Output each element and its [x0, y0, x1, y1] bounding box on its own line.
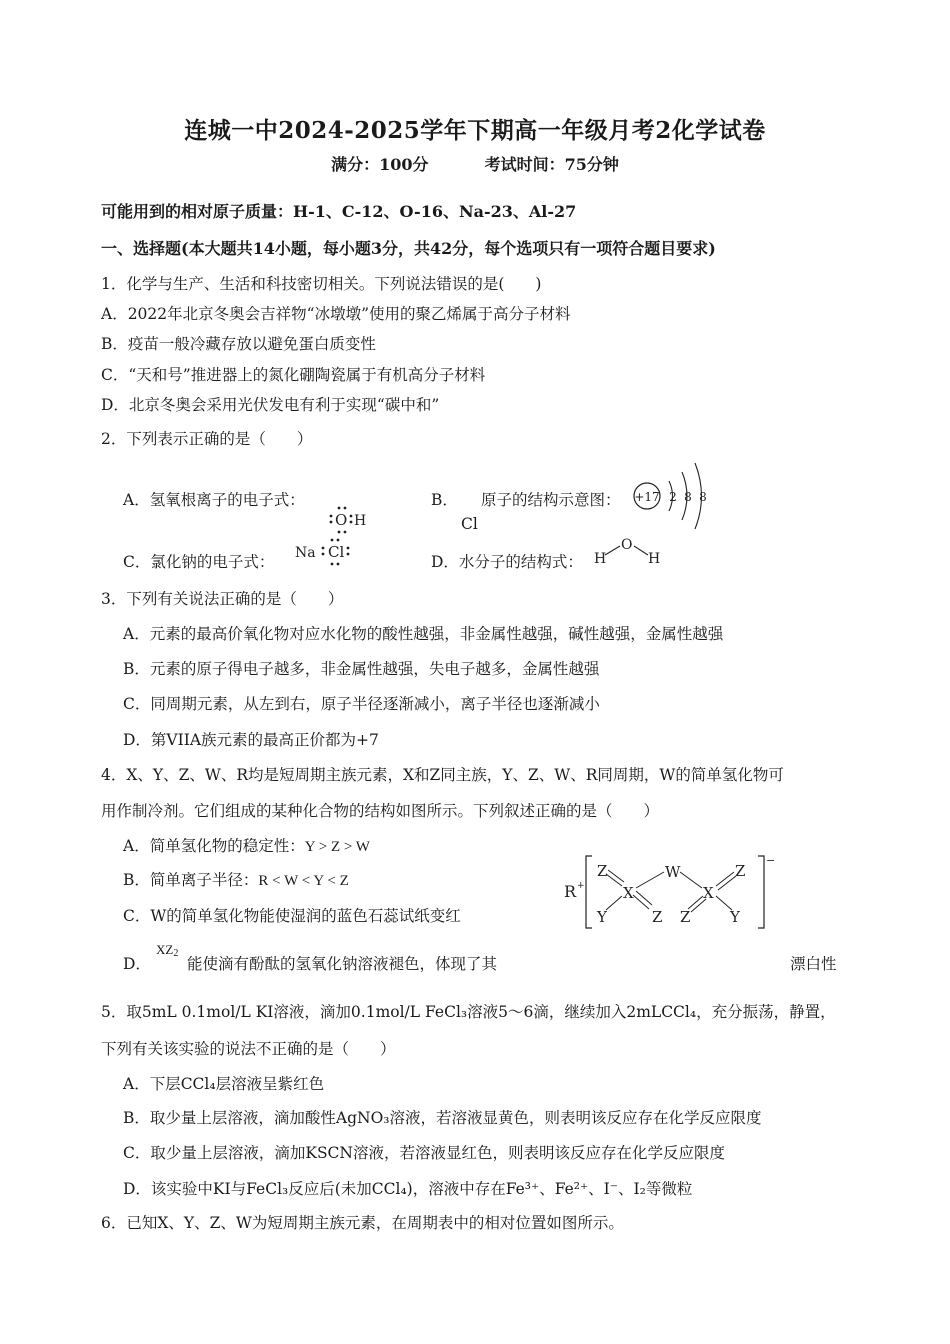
q4-formula-subscript: 2 — [173, 948, 179, 959]
shell-2-electrons: 8 — [684, 490, 692, 504]
q4-option-d-text: 能使滴有酚酞的氢氧化钠溶液褪色，体现了其 — [187, 955, 498, 973]
q4-option-b-label: B．简单离子半径： — [123, 871, 259, 889]
q1-option-c: C．“天和号”推进器上的氮化硼陶瓷属于有机高分子材料 — [101, 366, 486, 384]
q1-stem: 1．化学与生产、生活和科技密切相关。下列说法错误的是( ) — [101, 275, 542, 293]
fig-charge: − — [766, 854, 776, 867]
q6-stem: 6．已知X、Y、Z、W为短周期主族元素，在周期表中的相对位置如图所示。 — [101, 1214, 624, 1232]
oh-oxygen: O — [335, 511, 348, 529]
q2-option-b-element: Cl — [461, 515, 478, 533]
water-bond-1 — [605, 546, 620, 555]
fig-x-right: X — [703, 884, 714, 902]
q4-stem-line1: 4．X、Y、Z、W、R均是短周期主族元素，X和Z同主族，Y、Z、W、R同周期，W的简单氢化物可 — [101, 766, 784, 784]
fig-y-right: Y — [730, 908, 740, 926]
q5-option-c: C．取少量上层溶液，滴加KSCN溶液，若溶液显红色，则表明该反应存在化学反应限度 — [123, 1144, 725, 1162]
fig-z-bottom-right: Z — [680, 908, 691, 926]
full-score: 满分：100分 — [331, 155, 429, 174]
fig-right-bracket — [758, 856, 764, 928]
fig-left-bracket — [586, 856, 592, 928]
q1-option-d: D．北京冬奥会采用光伏发电有利于实现“碳中和” — [101, 396, 440, 414]
q3-option-d: D．第VIIA族元素的最高正价都为+7 — [123, 731, 379, 749]
fig-z-top-right: Z — [735, 862, 746, 880]
water-hydrogen-1: H — [594, 551, 607, 567]
q4-option-a-expression: Y > Z > W — [304, 839, 370, 855]
q5-stem-line2: 下列有关该实验的说法不正确的是（ ） — [101, 1040, 396, 1058]
q4-option-b-expression: R < W < Y < Z — [258, 873, 349, 889]
q2-option-d: D．水分子的结构式： — [431, 553, 583, 571]
q2-option-b: 原子的结构示意图： — [481, 491, 621, 509]
page-title: 连城一中2024-2025学年下期高一年级月考2化学试卷 — [184, 117, 766, 144]
q5-option-d: D．该实验中KI与FeCl₃反应后(未加CCl₄)，溶液中存在Fe³⁺、Fe²⁺、I⁻、I₂等微粒 — [123, 1180, 693, 1198]
q1-option-b: B．疫苗一般冷藏存放以避免蛋白质变性 — [101, 335, 376, 353]
oh-hydrogen: H — [354, 513, 367, 529]
section-heading: 一、选择题(本大题共14小题，每小题3分，共42分，每个选项只有一项符合题目要求) — [101, 239, 716, 258]
shell-1-electrons: 2 — [669, 490, 677, 504]
q3-option-b: B．元素的原子得电子越多，非金属性越强，失电子越多，金属性越强 — [123, 660, 600, 678]
q3-option-c: C．同周期元素，从左到右，原子半径逐渐减小，离子半径也逐渐减小 — [123, 695, 600, 713]
water-oxygen: O — [621, 537, 633, 553]
water-structural-formula — [590, 531, 666, 569]
q4-option-d-prefix: D． — [123, 955, 151, 973]
q2-stem: 2．下列表示正确的是（ ） — [101, 430, 313, 448]
q5-option-a: A．下层CCl₄层溶液呈紫红色 — [123, 1075, 325, 1093]
water-bond-2 — [634, 546, 648, 555]
fig-z-top-left: Z — [597, 862, 608, 880]
fig-w: W — [665, 863, 681, 881]
q2-option-c: C．氯化钠的电子式： — [123, 553, 275, 571]
q2-option-a: A．氢氧根离子的电子式： — [123, 491, 305, 509]
nacl-chlorine: Cl — [328, 543, 345, 561]
q4-option-d-tail: 漂白性 — [790, 955, 837, 973]
q1-option-a: A．2022年北京冬奥会吉祥物“冰墩墩”使用的聚乙烯属于高分子材料 — [101, 305, 571, 323]
fig-z-bottom-left: Z — [652, 908, 663, 926]
q4-formula-xz: XZ — [156, 942, 174, 957]
shell-3-electrons: 8 — [699, 490, 707, 504]
q4-option-b — [123, 869, 349, 892]
q5-stem-line1: 5．取5mL 0.1mol/L KI溶液，滴加0.1mol/L FeCl₃溶液5～6滴，继续加入2mLCCl₄，充分振荡，静置， — [101, 1003, 836, 1021]
q4-option-a — [123, 835, 370, 858]
nucleus-charge: +17 — [634, 490, 660, 504]
compound-structure-diagram — [560, 850, 780, 935]
q4-option-c: C．W的简单氢化物能使湿润的蓝色石蕊试纸变红 — [123, 907, 461, 925]
q4-stem-line2: 用作制冷剂。它们组成的某种化合物的结构如图所示。下列叙述正确的是（ ） — [101, 802, 660, 820]
nacl-sodium: Na — [295, 545, 316, 561]
hydroxide-electron-formula — [326, 503, 378, 535]
fig-r: R — [564, 882, 577, 901]
q4-option-a-label: A．简单氢化物的稳定性： — [123, 837, 305, 855]
q4-option-d-formula — [156, 939, 178, 965]
exam-time: 考试时间：75分钟 — [484, 155, 619, 174]
q3-stem: 3．下列有关说法正确的是（ ） — [101, 590, 344, 608]
fig-x-left: X — [623, 884, 634, 902]
q5-option-b: B．取少量上层溶液，滴加酸性AgNO₃溶液，若溶液显黄色，则表明该反应存在化学反应限度 — [123, 1109, 762, 1127]
chlorine-atom-structure-diagram — [628, 459, 728, 535]
sodium-chloride-electron-formula — [293, 536, 357, 568]
atomic-masses: 可能用到的相对原子质量：H-1、C-12、O-16、Na-23、Al-27 — [101, 202, 577, 221]
fig-r-charge: + — [577, 881, 585, 891]
exam-info — [0, 152, 950, 175]
water-hydrogen-2: H — [648, 551, 661, 567]
fig-y-left: Y — [597, 908, 607, 926]
q3-option-a: A．元素的最高价氧化物对应水化物的酸性越强，非金属性越强，碱性越强，金属性越强 — [123, 625, 724, 643]
q2-option-b-prefix: B． — [431, 491, 458, 509]
